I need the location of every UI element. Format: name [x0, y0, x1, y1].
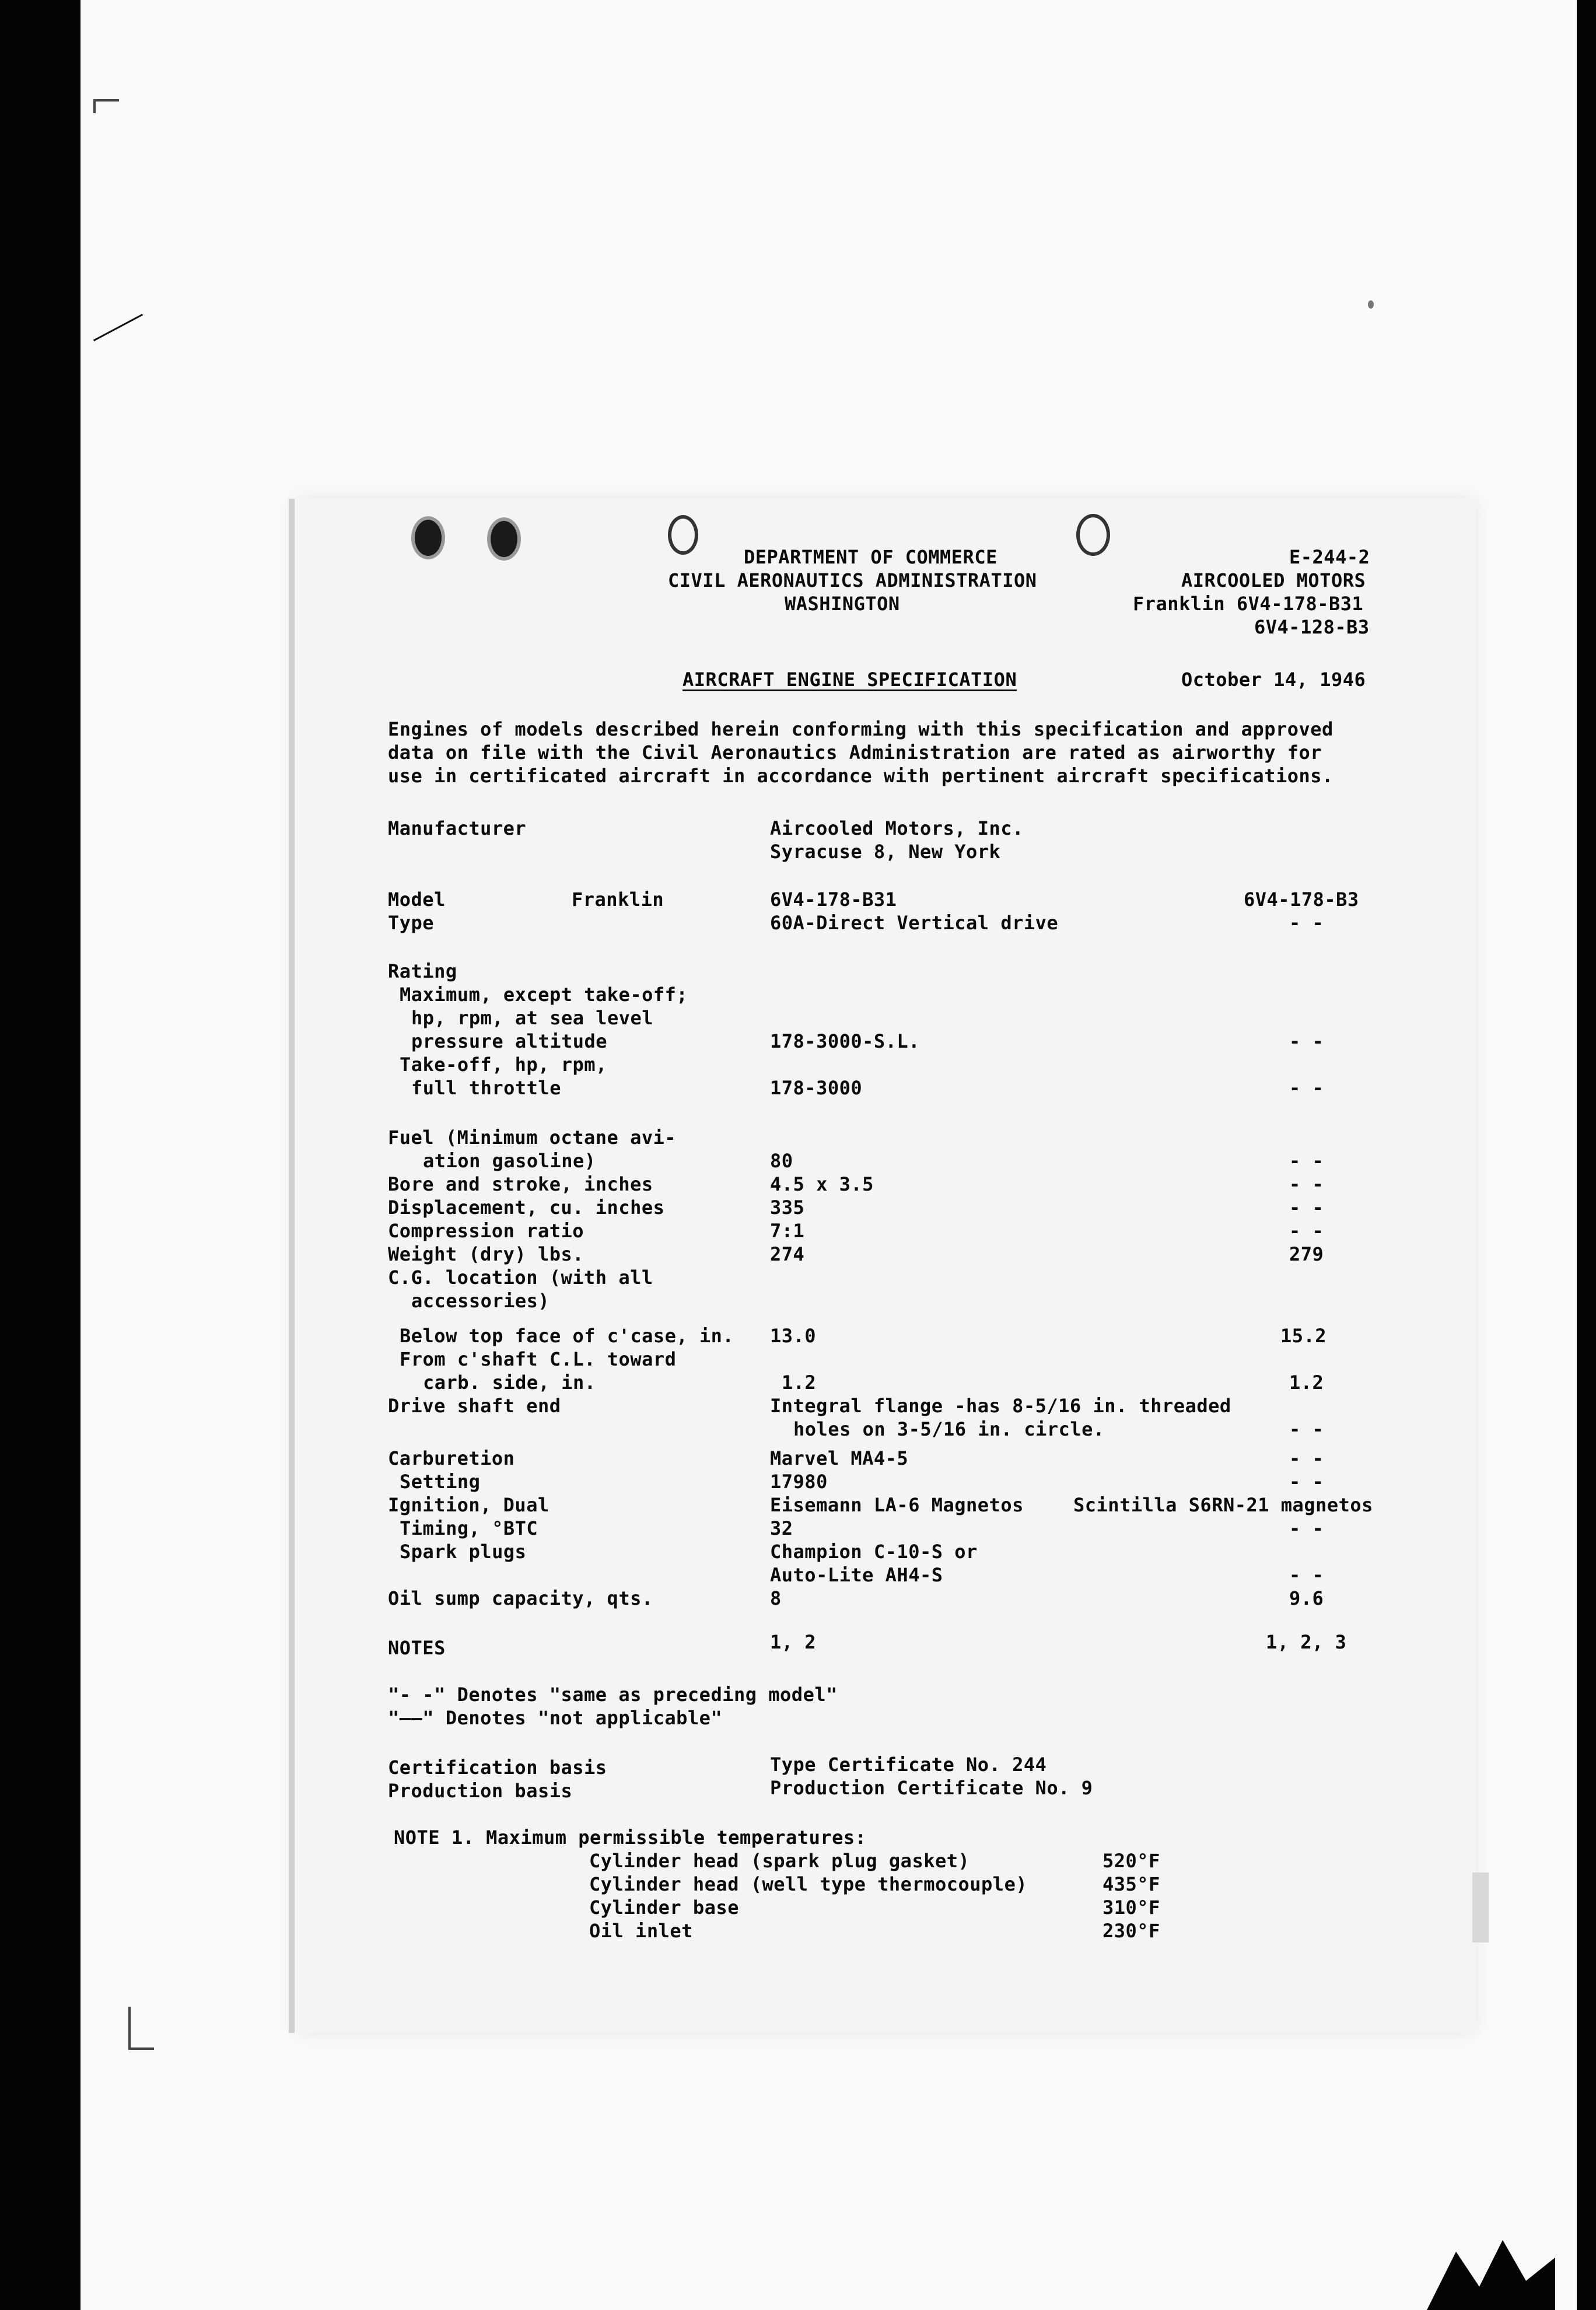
cg-below-col2: 15.2	[1280, 1325, 1327, 1347]
document-page	[295, 499, 1476, 2033]
cg-from-col1: 1.2	[782, 1371, 817, 1394]
note1-value: 310°F	[1102, 1896, 1160, 1919]
note1-value: 435°F	[1102, 1873, 1160, 1895]
rating-max-line-1: Maximum, except take-off;	[400, 984, 688, 1006]
city-name: WASHINGTON	[785, 593, 900, 615]
paper-tab	[1472, 1873, 1489, 1943]
weight-col1: 274	[770, 1243, 805, 1265]
production-basis-label: Production basis	[388, 1780, 573, 1802]
timing-label: Timing, °BTC	[400, 1517, 538, 1539]
cg-from-label-line-1: From c'shaft C.L. toward	[400, 1348, 677, 1370]
note1-item: Oil inlet	[589, 1920, 693, 1942]
displacement-col1: 335	[770, 1196, 805, 1219]
spark-plugs-label: Spark plugs	[400, 1541, 527, 1563]
note1-heading: NOTE 1. Maximum permissible temperatures:	[394, 1826, 867, 1849]
manufacturer-address: Syracuse 8, New York	[770, 841, 1001, 863]
model-label: Model	[388, 888, 446, 911]
rating-takeoff-line-1: Take-off, hp, rpm,	[400, 1054, 607, 1076]
legend-same-as-preceding: "- -" Denotes "same as preceding model"	[388, 1684, 838, 1706]
agency-name: CIVIL AERONAUTICS ADMINISTRATION	[668, 569, 1037, 592]
intro-line-2: data on file with the Civil Aeronautics Administration are rated as airworthy for	[388, 741, 1322, 764]
note1-value: 230°F	[1102, 1920, 1160, 1942]
legend-not-applicable: "——" Denotes "not applicable"	[388, 1707, 723, 1729]
setting-label: Setting	[400, 1471, 481, 1493]
production-basis-value: Production Certificate No. 9	[770, 1777, 1093, 1799]
rating-takeoff-col2: - -	[1289, 1077, 1324, 1099]
timing-col2: - -	[1289, 1517, 1324, 1539]
certification-basis-value: Type Certificate No. 244	[770, 1754, 1047, 1776]
cg-below-label: Below top face of c'case, in.	[400, 1325, 734, 1347]
crop-mark-top-left	[93, 99, 119, 113]
manufacturer-label: Manufacturer	[388, 817, 527, 839]
document-date: October 14, 1946	[1181, 668, 1366, 691]
carburetion-col1: Marvel MA4-5	[770, 1447, 909, 1469]
page-title: AIRCRAFT ENGINE SPECIFICATION	[682, 668, 1017, 691]
model-brand: Franklin	[572, 888, 664, 911]
fuel-label-line-2: ation gasoline)	[423, 1150, 596, 1172]
note1-value: 520°F	[1102, 1850, 1160, 1872]
displacement-label: Displacement, cu. inches	[388, 1196, 665, 1219]
type-col1: 60A-Direct Vertical drive	[770, 912, 1059, 934]
rating-label: Rating	[388, 960, 457, 982]
bore-col2: - -	[1289, 1173, 1324, 1195]
rating-max-line-3: pressure altitude	[411, 1030, 608, 1052]
timing-col1: 32	[770, 1517, 793, 1539]
film-border-left	[0, 0, 80, 2310]
cg-label-line-1: C.G. location (with all	[388, 1266, 653, 1289]
manufacturer-heading: AIRCOOLED MOTORS	[1181, 569, 1366, 592]
weight-label: Weight (dry) lbs.	[388, 1243, 584, 1265]
punch-hole	[668, 515, 698, 555]
department-name: DEPARTMENT OF COMMERCE	[744, 546, 998, 568]
notes-label: NOTES	[388, 1637, 446, 1659]
note1-item: Cylinder head (spark plug gasket)	[589, 1850, 970, 1872]
rating-max-col1: 178-3000-S.L.	[770, 1030, 920, 1052]
note1-item: Cylinder head (well type thermocouple)	[589, 1873, 1028, 1895]
note1-item: Cylinder base	[589, 1896, 739, 1919]
drive-shaft-col1-line-2: holes on 3-5/16 in. circle.	[793, 1418, 1105, 1440]
spark-plugs-col2: - -	[1289, 1564, 1324, 1586]
oil-sump-label: Oil sump capacity, qts.	[388, 1587, 653, 1609]
carburetion-col2: - -	[1289, 1447, 1324, 1469]
film-damage-blot	[1404, 2217, 1555, 2310]
rating-takeoff-line-2: full throttle	[411, 1077, 561, 1099]
ignition-label: Ignition, Dual	[388, 1494, 550, 1516]
spark-plugs-col1-line-1: Champion C-10-S or	[770, 1541, 978, 1563]
crop-mark-bottom-left	[128, 2007, 154, 2050]
certification-basis-label: Certification basis	[388, 1756, 607, 1779]
compression-col1: 7:1	[770, 1220, 805, 1242]
drive-shaft-label: Drive shaft end	[388, 1395, 561, 1417]
compression-label: Compression ratio	[388, 1220, 584, 1242]
ignition-col1: Eisemann LA-6 Magnetos	[770, 1494, 1024, 1516]
ignition-col2: Scintilla S6RN-21 magnetos	[1073, 1494, 1373, 1516]
model-col2: 6V4-178-B3	[1244, 888, 1359, 911]
cg-below-col1: 13.0	[770, 1325, 817, 1347]
oil-sump-col1: 8	[770, 1587, 782, 1609]
engine-models-line-2: 6V4-128-B3	[1254, 616, 1370, 638]
dust-spot	[1368, 300, 1374, 309]
setting-col1: 17980	[770, 1471, 828, 1493]
weight-col2: 279	[1289, 1243, 1324, 1265]
type-col2: - -	[1289, 912, 1324, 934]
fuel-col1: 80	[770, 1150, 793, 1172]
displacement-col2: - -	[1289, 1196, 1324, 1219]
document-number: E-244-2	[1289, 546, 1370, 568]
spark-plugs-col1-line-2: Auto-Lite AH4-S	[770, 1564, 943, 1586]
bore-label: Bore and stroke, inches	[388, 1173, 653, 1195]
compression-col2: - -	[1289, 1220, 1324, 1242]
oil-sump-col2: 9.6	[1289, 1587, 1324, 1609]
intro-line-3: use in certificated aircraft in accordance with pertinent aircraft specifications.	[388, 765, 1334, 787]
punch-hole	[411, 516, 445, 559]
cg-from-label-line-2: carb. side, in.	[423, 1371, 596, 1394]
punch-hole	[1076, 514, 1110, 556]
cg-label-line-2: accessories)	[411, 1290, 550, 1312]
bore-col1: 4.5 x 3.5	[770, 1173, 874, 1195]
rating-max-col2: - -	[1289, 1030, 1324, 1052]
fuel-col2: - -	[1289, 1150, 1324, 1172]
manufacturer-value: Aircooled Motors, Inc.	[770, 817, 1024, 839]
notes-col2: 1, 2, 3	[1266, 1631, 1347, 1653]
rating-max-line-2: hp, rpm, at sea level	[411, 1007, 654, 1029]
fuel-label-line-1: Fuel (Minimum octane avi-	[388, 1126, 677, 1149]
model-col1: 6V4-178-B31	[770, 888, 897, 911]
punch-hole	[487, 517, 521, 561]
rating-takeoff-col1: 178-3000	[770, 1077, 863, 1099]
drive-shaft-col2: - -	[1289, 1418, 1324, 1440]
cg-from-col2: 1.2	[1289, 1371, 1324, 1394]
carburetion-label: Carburetion	[388, 1447, 515, 1469]
drive-shaft-col1-line-1: Integral flange -has 8-5/16 in. threaded	[770, 1395, 1231, 1417]
engine-models-line-1: Franklin 6V4-178-B31	[1133, 593, 1364, 615]
notes-col1: 1, 2	[770, 1631, 817, 1653]
type-label: Type	[388, 912, 435, 934]
setting-col2: - -	[1289, 1471, 1324, 1493]
intro-line-1: Engines of models described herein conforming with this specification and approved	[388, 718, 1334, 740]
